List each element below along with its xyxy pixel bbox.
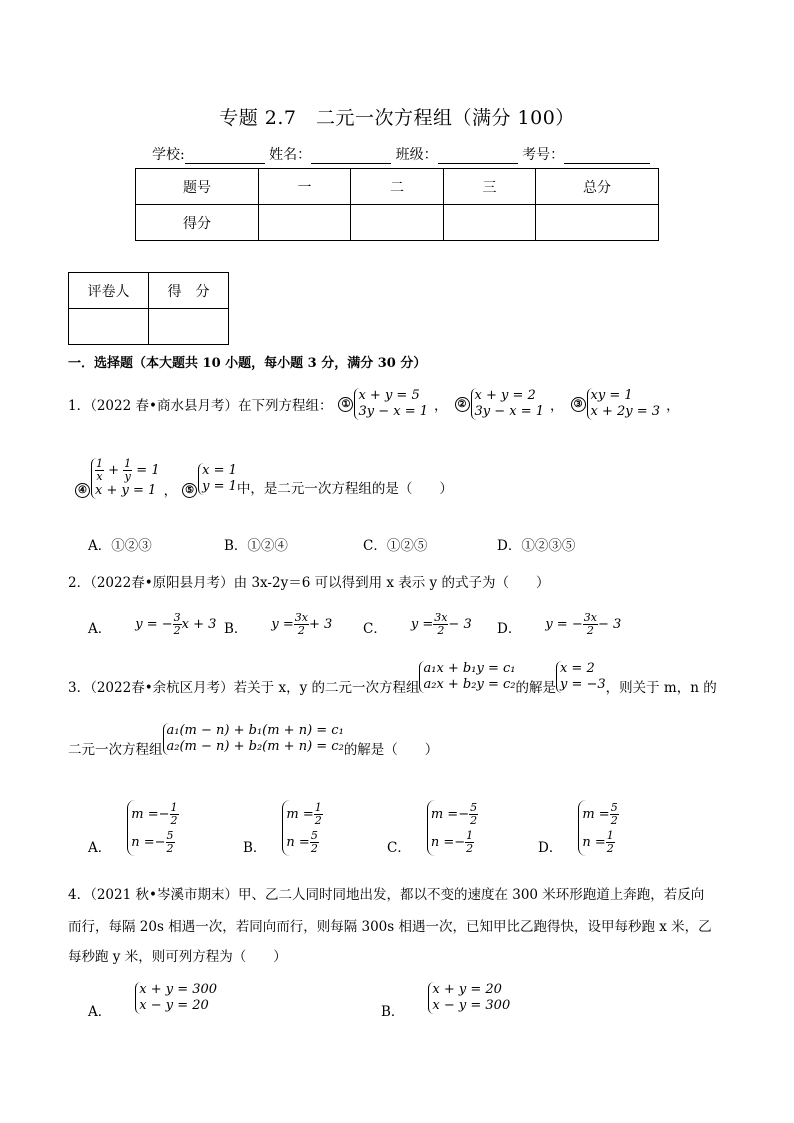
option-letter: B． <box>381 1004 405 1020</box>
score-header-row <box>136 169 659 205</box>
equation: x + y = 2 <box>474 388 536 403</box>
school-field[interactable] <box>185 149 265 164</box>
equation: y = −3 <box>559 677 606 692</box>
question-4-line1: 4．（2021 秋•岑溪市期末）甲、乙二人同时同地出发，都以不变的速度在 300 米环形跑道上奔跑，若反向 <box>68 887 705 903</box>
option-1B[interactable] <box>224 534 288 554</box>
option-system: m =− $\frac{5}{2}$ n =− $\frac{1}{2}$ <box>427 800 478 856</box>
equation: x + y = 300 <box>139 982 218 997</box>
score-header-cell: 二 <box>351 169 444 205</box>
equation-fractions: $\frac{1}{x}$ + $\frac{1}{y}$ = 1 <box>96 457 160 483</box>
class-label: 班级： <box>395 147 438 163</box>
equation: a₁(m − n) + b₁(m + n) = c₁ <box>166 723 344 738</box>
equation: x − y = 20 <box>139 998 209 1013</box>
system-q3-b <box>556 661 606 693</box>
grader-header-cell: 得 分 <box>149 273 229 309</box>
option-math: y = <box>271 617 294 632</box>
question-3-mid: 的解是 <box>515 680 556 696</box>
option-letter: B． <box>224 538 248 554</box>
system-5 <box>198 463 237 495</box>
option-3D[interactable] <box>538 800 619 856</box>
option-system <box>135 982 217 1014</box>
exam-no-label: 考号： <box>522 147 565 163</box>
label-circle-4: ④ <box>75 483 90 498</box>
option-fraction: $\frac{3x}{2}$ <box>583 611 597 637</box>
question-3-prefix: 3．（2022春•余杭区月考）若关于 x，y 的二元一次方程组 <box>68 680 420 696</box>
grader-table <box>68 272 229 345</box>
label-circle-1: ① <box>338 397 353 412</box>
option-letter: A． <box>88 538 112 554</box>
equation: a₂x + b₂y = c₂ <box>423 677 516 692</box>
option-letter: B． <box>243 840 267 856</box>
grader-header-cell: 评卷人 <box>69 273 149 309</box>
system-4 <box>91 458 160 499</box>
school-label: 学校: <box>152 147 185 163</box>
label-circle-2: ② <box>455 397 470 412</box>
equation: y = 1 <box>202 478 237 494</box>
question-3-line2-suffix: 的解是（ ） <box>343 742 439 758</box>
option-letter: D． <box>538 840 563 856</box>
option-1A[interactable] <box>88 534 152 554</box>
option-system <box>428 982 510 1014</box>
score-cell[interactable] <box>351 205 444 241</box>
option-math: − 3 <box>448 617 472 632</box>
system-q3-c <box>163 723 344 755</box>
option-math: y = <box>410 617 434 632</box>
option-3A[interactable] <box>88 800 179 856</box>
option-math: − 3 <box>597 617 622 632</box>
system-3 <box>587 388 661 420</box>
score-cell[interactable] <box>444 205 536 241</box>
option-fraction: $\frac{3}{2}$ <box>173 611 181 637</box>
question-3-line1 <box>68 661 717 696</box>
equation: 3y − x = 1 <box>358 404 428 419</box>
question-3-after: ，则关于 m，n 的 <box>605 680 717 696</box>
option-4B[interactable] <box>381 982 511 1020</box>
option-1D[interactable] <box>497 534 575 554</box>
grader-cell[interactable] <box>149 309 229 345</box>
name-label: 姓名： <box>269 147 312 163</box>
score-table <box>135 168 659 241</box>
equation: x + y = 1 <box>95 483 157 498</box>
question-1-line2: ④ $\frac{1}{x}$ + $\frac{1}{y}$ = 1 x + y = 1 ， ⑤ x = 1 y = 1 中，是二元一次方程组的是（ ） <box>74 458 453 499</box>
option-math: x + 3 <box>181 617 217 632</box>
question-4-line3: 每秒跑 y 米，则可列方程为（ ） <box>68 949 287 965</box>
option-math: y = − <box>135 617 173 632</box>
score-cell[interactable] <box>536 205 659 241</box>
equation: xy = 1 <box>590 388 633 403</box>
question-2-text: 2．（2022春•原阳县月考）由 3x-2y＝6 可以得到用 x 表示 y 的式子为（ ） <box>68 575 550 591</box>
question-1-suffix: 中，是二元一次方程组的是（ ） <box>236 481 453 497</box>
grader-cell[interactable] <box>69 309 149 345</box>
equation: 3y − x = 1 <box>474 404 545 419</box>
option-1C[interactable] <box>363 534 427 554</box>
exam-no-field[interactable] <box>564 149 650 164</box>
option-letter: C． <box>363 621 387 637</box>
option-3C[interactable] <box>387 800 478 856</box>
label-circle-3: ③ <box>571 397 586 412</box>
option-letter: A． <box>88 621 112 637</box>
option-letter: D． <box>497 621 522 637</box>
question-3-line2-prefix: 二元一次方程组 <box>68 742 163 758</box>
option-letter: D． <box>497 538 522 554</box>
score-cell[interactable] <box>259 205 351 241</box>
option-system: m = $\frac{1}{2}$ n = $\frac{5}{2}$ <box>282 800 322 856</box>
class-field[interactable] <box>438 149 518 164</box>
system-1 <box>354 388 428 420</box>
question-1-prefix: 1．（2022 春•商水县月考）在下列方程组： <box>68 398 333 414</box>
question-1-line1: 1．（2022 春•商水县月考）在下列方程组： ① x + y = 5 3y − x = 1 ， ② x + y = 2 3y − x = 1 ， ③ xy = 1 x + 2y = 3 ， <box>68 388 680 419</box>
option-letter: A． <box>88 1004 112 1020</box>
equation: x + 2y = 3 <box>590 404 661 419</box>
system-q3-a <box>419 661 515 693</box>
score-header-cell: 三 <box>444 169 536 205</box>
label-circle-5: ⑤ <box>182 483 197 498</box>
name-field[interactable] <box>311 149 391 164</box>
option-3B[interactable] <box>243 800 323 856</box>
question-4-line2: 而行，每隔 20s 相遇一次，若同向而行，则每隔 300s 相遇一次，已知甲比乙跑得快，设甲每秒跑 x 米，乙 <box>68 919 712 935</box>
question-3-line2 <box>68 723 439 758</box>
page-title: 专题 2.7 二元一次方程组（满分 100） <box>219 107 575 129</box>
option-system: m = $\frac{5}{2}$ n = $\frac{1}{2}$ <box>578 800 618 856</box>
section-heading: 一．选择题（本大题共 10 小题，每小题 3 分，满分 30 分） <box>68 356 427 371</box>
student-info-line <box>152 144 650 164</box>
option-fraction: $\frac{3x}{2}$ <box>294 611 308 637</box>
option-letter: A． <box>88 840 112 856</box>
equation: a₂(m − n) + b₂(m + n) = c₂ <box>166 739 344 754</box>
option-math: + 3 <box>309 617 333 632</box>
option-letter: C． <box>387 840 411 856</box>
equation: a₁x + b₁y = c₁ <box>423 661 516 676</box>
grader-header-row <box>69 273 229 309</box>
option-system: m =− $\frac{1}{2}$ n =− $\frac{5}{2}$ <box>127 800 178 856</box>
option-letter: C． <box>363 538 387 554</box>
option-letter: B． <box>224 621 248 637</box>
option-2C[interactable] <box>363 612 472 637</box>
option-fraction: $\frac{3x}{2}$ <box>434 611 448 637</box>
score-row-label: 得分 <box>136 205 259 241</box>
option-text: ①②④ <box>247 538 288 554</box>
option-math: y = − <box>545 617 583 632</box>
score-value-row <box>136 205 659 241</box>
equation: x = 2 <box>559 661 595 676</box>
option-text: ①②③⑤ <box>521 538 576 554</box>
equation: x + y = 20 <box>432 982 502 997</box>
option-4A[interactable] <box>88 982 218 1020</box>
score-header-cell: 总分 <box>536 169 659 205</box>
equation: x = 1 <box>202 462 237 478</box>
grader-value-row <box>69 309 229 345</box>
option-text: ①②③ <box>111 538 152 554</box>
system-2 <box>471 388 545 420</box>
option-2D[interactable] <box>497 612 621 637</box>
equation: x − y = 300 <box>432 998 511 1013</box>
equation: x + y = 5 <box>358 388 420 403</box>
option-2B[interactable] <box>224 612 332 637</box>
score-header-cell: 一 <box>259 169 351 205</box>
score-header-cell: 题号 <box>136 169 259 205</box>
option-text: ①②⑤ <box>386 538 428 554</box>
option-2A[interactable] <box>88 612 216 637</box>
